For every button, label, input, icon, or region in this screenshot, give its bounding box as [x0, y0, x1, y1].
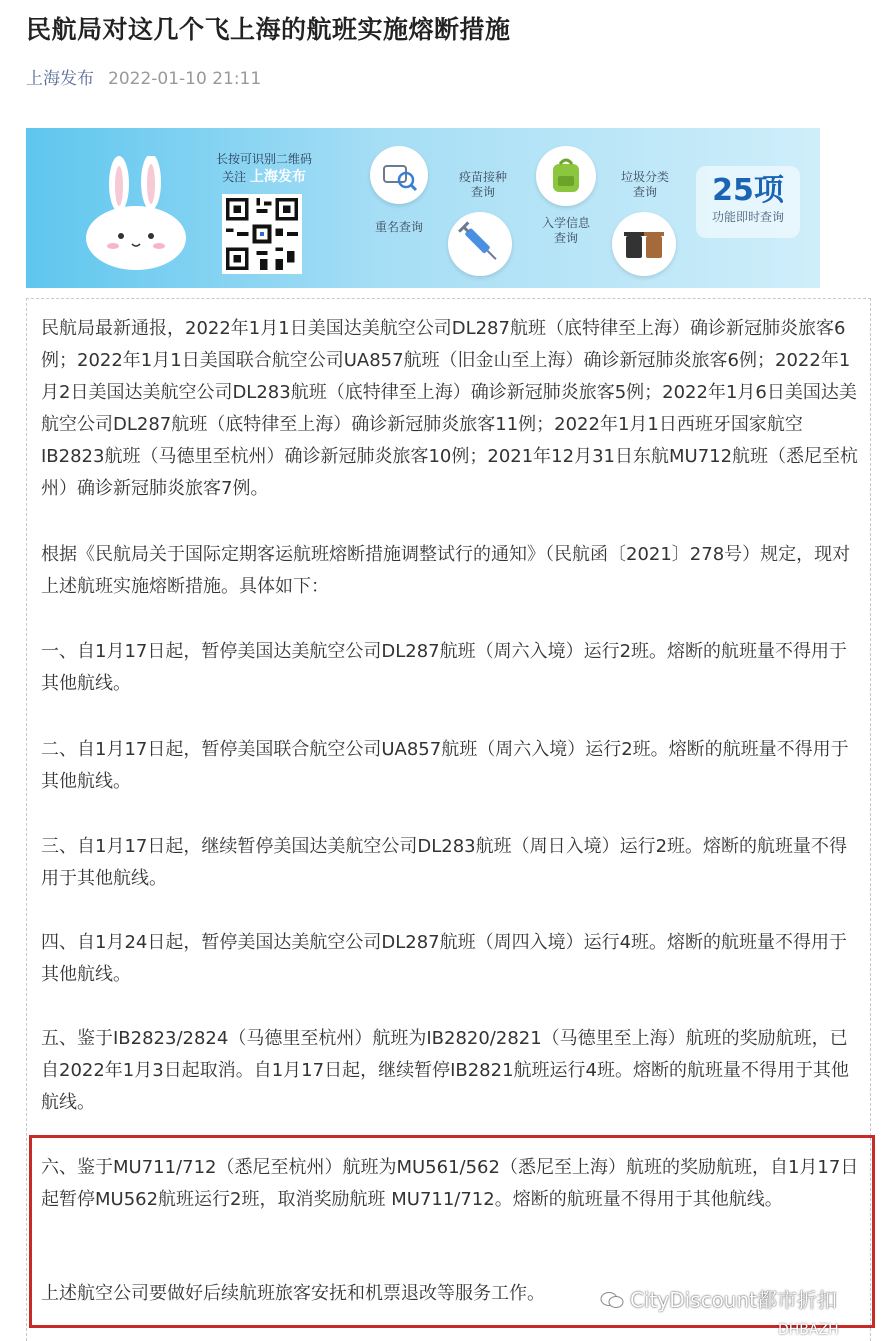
backpack-icon[interactable]	[536, 146, 596, 206]
feature-count-badge	[696, 166, 800, 238]
feature-label-enrollment: 入学信息 查询	[541, 216, 590, 245]
feature-label-vaccine: 疫苗接种 查询	[458, 170, 507, 199]
qr-caption-prefix: 关注	[222, 170, 247, 184]
feature-label-name-query: 重名查询	[374, 220, 423, 234]
paragraph-item-6: 六、鉴于MU711/712（悉尼至杭州）航班为MU561/562（悉尼至上海）航班的奖励航班，自1月17日起暂停MU562航班运行2班，取消奖励航班 MU711/712。熔断的航班量不得用于其他航线。	[41, 1157, 859, 1210]
magnifier-icon[interactable]	[370, 146, 428, 204]
feature-label-garbage: 垃圾分类 查询	[620, 170, 669, 199]
bunny-mascot-icon	[81, 156, 191, 271]
qr-code-icon[interactable]	[222, 194, 302, 274]
paragraph-closing: 上述航空公司要做好后续航班旅客安抚和机票退改等服务工作。	[41, 1283, 545, 1304]
trash-bins-icon[interactable]	[612, 212, 676, 276]
promo-banner[interactable]	[26, 128, 820, 288]
watermark-text: CityDiscount都市折扣	[630, 1288, 838, 1312]
paragraph-intro: 民航局最新通报，2022年1月1日美国达美航空公司DL287航班（底特律至上海）确诊新冠肺炎旅客6例；2022年1月1日美国联合航空公司UA857航班（旧金山至上海）确诊新冠肺炎旅客6例；2022年1月2日美国达美航空公司DL283航班（底特律至上海）确诊新冠肺炎旅客5例；2022年1月6日美国达美航空公司DL287航班（底特律至上海）确诊新冠肺炎旅客11例；2022年1月1日西班牙国家航空IB2823航班（马德里至杭州）确诊新冠肺炎旅客10例；2021年12月31日东航MU712航班（悉尼至杭州）确诊新冠肺炎旅客7例。	[41, 318, 859, 499]
qr-caption-line1: 长按可识别二维码	[215, 152, 312, 166]
paragraph-item-3: 三、自1月17日起，继续暂停美国达美航空公司DL283航班（周日入境）运行2班。熔断的航班量不得用于其他航线。	[41, 836, 848, 889]
qr-caption-account: 上海发布	[249, 169, 306, 185]
paragraph-item-5: 五、鉴于IB2823/2824（马德里至杭州）航班为IB2820/2821（马德里至上海）航班的奖励航班，已自2022年1月3日起取消。自1月17日起，继续暂停IB2821航班运行4班。熔断的航班量不得用于其他航线。	[41, 1028, 849, 1113]
syringe-icon[interactable]	[448, 212, 512, 276]
watermark	[600, 1284, 837, 1313]
article-meta	[26, 64, 261, 89]
paragraph-item-1: 一、自1月17日起，暂停美国达美航空公司DL287航班（周六入境）运行2班。熔断的航班量不得用于其他航线。	[41, 641, 848, 694]
wechat-icon	[600, 1291, 624, 1309]
paragraph-item-4: 四、自1月24日起，暂停美国达美航空公司DL287航班（周四入境）运行4班。熔断的航班量不得用于其他航线。	[41, 932, 848, 985]
watermark-corner: DHBAZH	[778, 1322, 839, 1338]
paragraph-item-2: 二、自1月17日起，暂停美国联合航空公司UA857航班（周六入境）运行2班。熔断的航班量不得用于其他航线。	[41, 739, 849, 792]
feature-count-number: 25项	[712, 173, 784, 208]
article-source-link[interactable]: 上海发布	[26, 69, 94, 89]
qr-caption	[204, 150, 324, 186]
article-title: 民航局对这几个飞上海的航班实施熔断措施	[26, 15, 511, 44]
paragraph-basis: 根据《民航局关于国际定期客运航班熔断措施调整试行的通知》（民航函〔2021〕278号）规定，现对上述航班实施熔断措施。具体如下：	[41, 544, 851, 597]
article-date: 2022-01-10 21:11	[108, 69, 262, 89]
feature-count-subtitle: 功能即时查询	[711, 210, 784, 224]
